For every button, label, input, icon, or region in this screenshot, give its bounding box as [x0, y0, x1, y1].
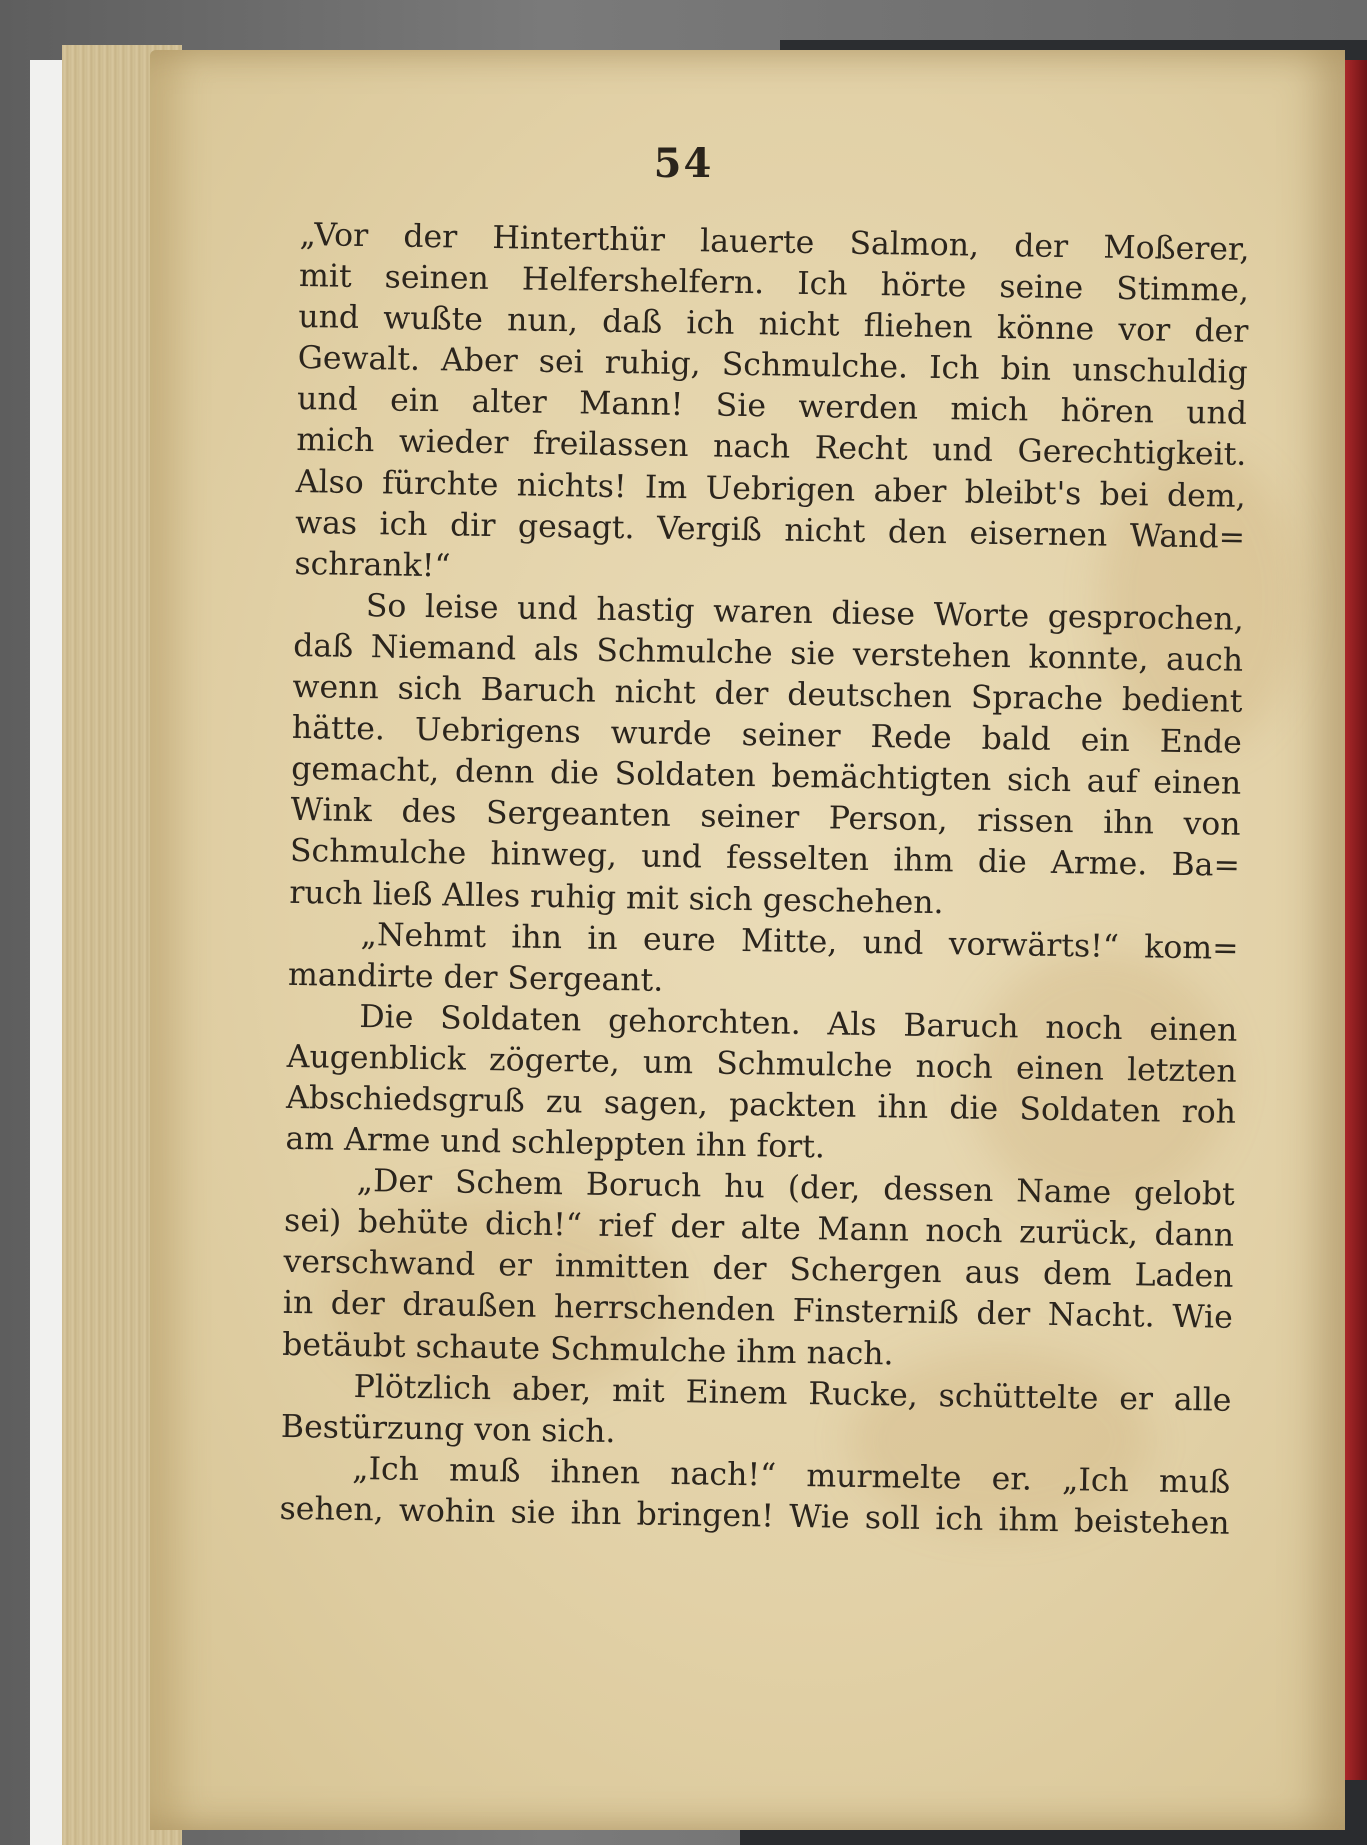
text-line: am Arme und schleppten ihn fort. — [285, 1120, 826, 1166]
text-line: So leise und hastig waren diese Worte gesprochen, — [365, 587, 1245, 638]
text-line: „Der Schem Boruch hu (der, dessen Name gelobt — [356, 1163, 1236, 1213]
text-line: Abschiedsgruß zu sagen, packten ihn die Soldaten roh — [285, 1079, 1237, 1131]
text-line: „Vor der Hinterthür lauerte Salmon, der Moßerer, — [299, 216, 1250, 268]
text-line: gemacht, denn die Soldaten bemächtigten sich auf einen — [291, 751, 1242, 803]
text-line: Die Soldaten gehorchten. Als Baruch noch einen — [359, 998, 1238, 1049]
text-line: sei) behüte dich!“ rief der alte Mann noch zurück, dann — [283, 1203, 1235, 1255]
text-line: schrank!“ — [294, 545, 451, 585]
text-line: betäubt schaute Schmulche ihm nach. — [281, 1326, 894, 1372]
text-line: mich wieder freilassen nach Recht und Gerechtigkeit. — [296, 422, 1247, 474]
body-text — [279, 215, 1250, 1545]
text-line: mandirte der Sergeant. — [287, 956, 664, 999]
text-line: daß Niemand als Schmulche sie verstehen konnte, auch — [292, 627, 1244, 679]
text-line: wenn sich Baruch nicht der deutschen Sprache bedient — [292, 668, 1243, 720]
text-line: mit seinen Helfershelfern. Ich hörte seine Stimme, — [298, 258, 1250, 310]
text-line: in der draußen herrschenden Finsterniß der Nacht. Wie — [282, 1285, 1234, 1337]
text-line: Plötzlich aber, mit Einem Rucke, schüttelte er alle — [353, 1368, 1232, 1419]
text-line: Wink des Sergeanten seiner Person, rissen ihn von — [290, 792, 1241, 844]
text-line: hätte. Uebrigens wurde seiner Rede bald ein Ende — [291, 710, 1243, 761]
text-line: verschwand er inmitten der Schergen aus dem Laden — [283, 1244, 1234, 1296]
text-line: sehen, wohin sie ihn bringen! Wie soll ich ihm beistehen — [279, 1490, 1230, 1542]
text-line: ruch ließ Alles ruhig mit sich geschehen. — [289, 874, 944, 921]
text-line: was ich dir gesagt. Vergiß nicht den eisernen Wand= — [294, 504, 1246, 556]
text-line: und wußte nun, daß ich nicht fliehen könne vor der — [298, 299, 1249, 351]
text-line: Bestürzung von sich. — [280, 1408, 616, 1450]
text-line: Augenblick zögerte, um Schmulche noch einen letzten — [286, 1038, 1237, 1090]
text-line: „Ich muß ihnen nach!“ murmelte er. „Ich muß — [352, 1450, 1231, 1501]
text-line: Gewalt. Aber sei ruhig, Schmulche. Ich bin unschuldig — [297, 340, 1248, 392]
text-line: Also fürchte nichts! Im Uebrigen aber bleibt's bei dem, — [295, 463, 1246, 515]
text-line: und ein alter Mann! Sie werden mich hören und — [296, 381, 1248, 433]
text-line: „Nehmt ihn in eure Mitte, und vorwärts!“ kom= — [360, 916, 1239, 967]
text-line: Schmulche hinweg, und fesselten ihm die Arme. Ba= — [289, 833, 1241, 885]
page-number: 54 — [653, 140, 714, 187]
